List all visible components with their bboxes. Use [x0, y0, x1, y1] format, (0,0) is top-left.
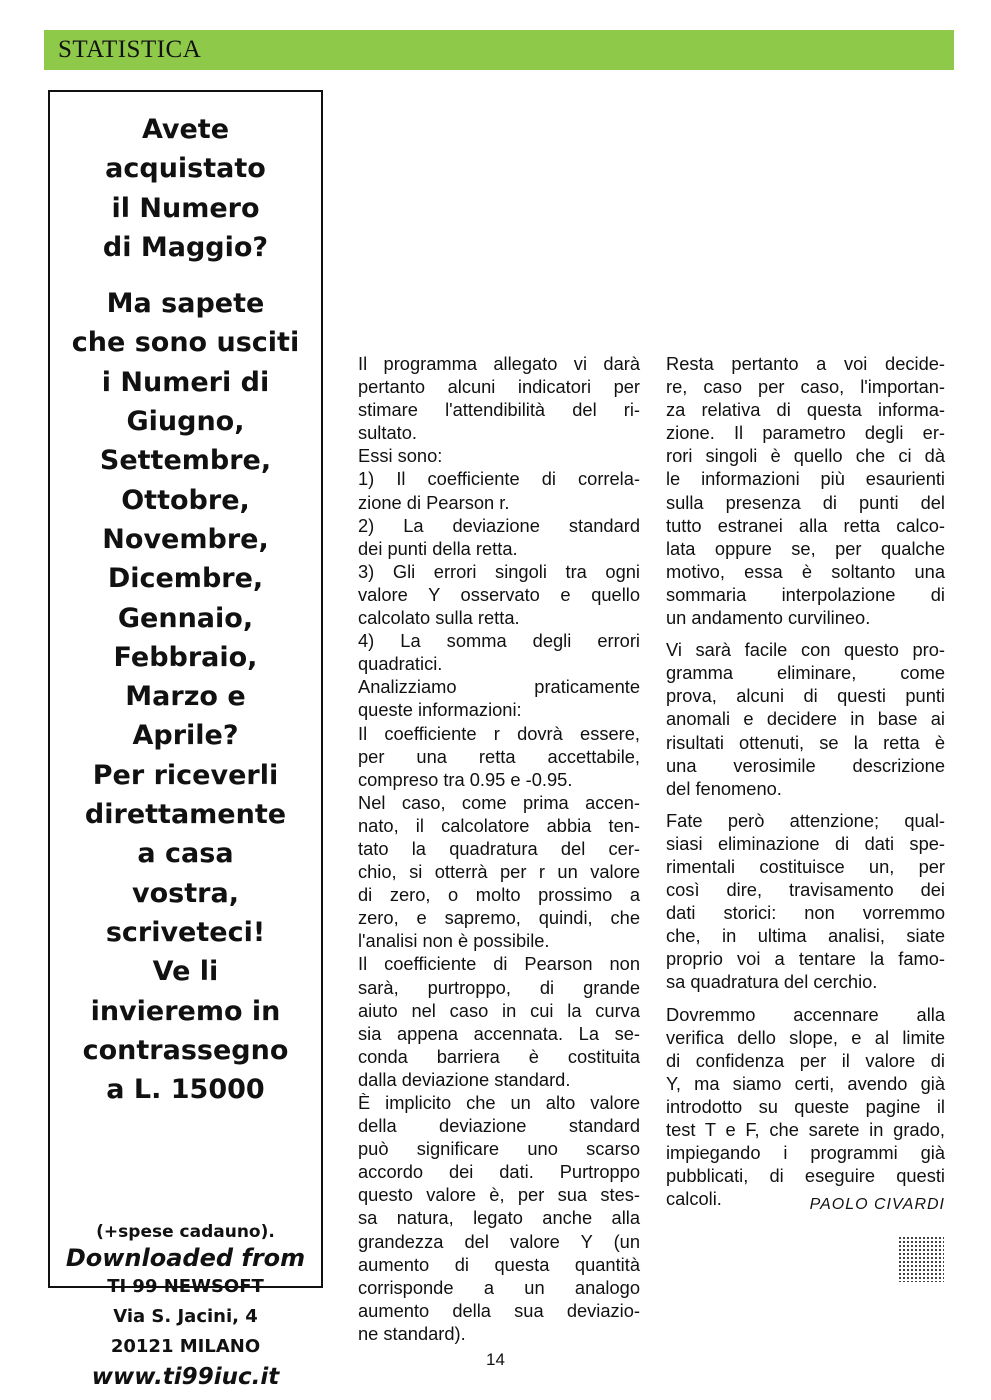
article-column-1	[358, 352, 640, 1345]
advertisement-line: Febbraio,	[113, 641, 258, 673]
text-line: za relativa di questa informa-	[666, 399, 945, 421]
text-line: rori singoli è quello che ci dà	[666, 445, 945, 467]
text-line: Il coefficiente r dovrà essere,	[358, 722, 640, 744]
address-line: TI 99 NEWSOFT	[107, 1276, 264, 1297]
advertisement-line: che sono usciti	[71, 327, 300, 359]
text-line: della deviazione standard	[358, 1115, 640, 1137]
advertisement-line: Gennaio,	[117, 602, 254, 634]
downloaded-from-label: Downloaded from	[65, 1244, 306, 1272]
end-of-article-mark	[898, 1236, 944, 1282]
text-line: sommaria interpolazione di	[666, 583, 945, 605]
article-paragraph	[358, 560, 640, 629]
text-line: Resta pertanto a voi decide-	[666, 353, 945, 374]
text-line: dei punti della retta.	[358, 537, 518, 559]
article-paragraph	[358, 444, 640, 467]
text-line: Il coefficiente di Pearson non	[358, 953, 640, 975]
text-line: di confidenza per il valore di	[666, 1049, 945, 1071]
text-line: 2) La deviazione standard	[358, 514, 640, 536]
advertisement-line: invieremo in	[90, 995, 281, 1027]
advertisement-line: direttamente	[84, 799, 287, 831]
author-signature: PAOLO CIVARDI	[809, 1196, 945, 1213]
text-line: rimentali costituisce un, per	[666, 855, 945, 877]
paragraph-gap	[666, 800, 945, 809]
text-line: re, caso per caso, l'importan-	[666, 376, 945, 398]
advertisement-line: Aprile?	[132, 720, 239, 752]
text-line: calcoli.	[666, 1188, 722, 1210]
advertisement-line: Dicembre,	[107, 563, 264, 595]
text-line: prova, alcuni di questi punti	[666, 685, 945, 707]
text-line: test T e F, che sarete in grado,	[666, 1119, 945, 1140]
advertisement-line: Novembre,	[102, 523, 269, 555]
advertisement-line: Settembre,	[99, 445, 272, 477]
text-line: Essi sono:	[358, 445, 443, 467]
text-line: del fenomeno.	[666, 777, 782, 799]
text-line: proprio voi a tentare la famo-	[666, 948, 945, 970]
text-line: impiegando i programmi già	[666, 1142, 945, 1164]
text-line: Il programma allegato vi darà	[358, 353, 640, 374]
advertisement-line: Giugno,	[126, 406, 245, 438]
article-paragraph	[358, 722, 640, 791]
text-line: che, in ultima analisi, siate	[666, 925, 945, 947]
advertisement-line: scriveteci!	[105, 916, 266, 948]
text-line: stimare l'attendibilità del ri-	[358, 399, 640, 421]
website-url: www.ti99iuc.it	[91, 1364, 280, 1390]
text-line: questo valore è, per sua stes-	[358, 1184, 640, 1206]
text-line: sia appena accennata. La se-	[358, 1022, 640, 1044]
advertisement-extra	[50, 1220, 321, 1272]
advertisement-line: i Numeri di	[101, 366, 270, 398]
advertisement-line: Per riceverli	[92, 759, 279, 791]
advertisement-line: di Maggio?	[102, 231, 269, 263]
text-line: sarà, purtroppo, di grande	[358, 976, 640, 998]
text-line: Dovremmo accennare alla	[666, 1003, 945, 1025]
text-line: di zero, o molto prossimo a	[358, 884, 640, 906]
advertisement-line: Marzo e	[125, 681, 246, 713]
advertisement-line: a L. 15000	[106, 1074, 265, 1106]
text-line: grandezza del valore Y (un	[358, 1230, 640, 1252]
article-paragraph	[666, 1003, 945, 1211]
advertisement-line: vostra,	[132, 877, 239, 909]
advertisement-price-note: (+spese cadauno).	[96, 1222, 275, 1242]
text-line: Nel caso, come prima accen-	[358, 791, 640, 813]
article-paragraph	[358, 952, 640, 1091]
text-line: pubblicati, di eseguire questi	[666, 1165, 945, 1187]
text-line: risultati ottenuti, se la retta è	[666, 731, 945, 753]
article-paragraph	[666, 809, 945, 994]
text-line: tutto estranei alla retta calco-	[666, 514, 945, 536]
advertisement-line: Avete	[141, 114, 230, 145]
text-line: Analizziamo praticamente	[358, 676, 640, 698]
text-line: l'analisi non è possibile.	[358, 930, 550, 952]
section-title: STATISTICA	[58, 36, 202, 63]
advertisement-line: Ve li	[152, 956, 219, 988]
text-line: sulla presenza di punti del	[666, 491, 945, 513]
text-line: dalla deviazione standard.	[358, 1068, 571, 1090]
text-line: introdotto su queste pagine il	[666, 1095, 945, 1117]
advertisement-line: acquistato	[105, 153, 266, 185]
text-line: sa quadratura del cerchio.	[666, 971, 878, 993]
text-line: queste informazioni:	[358, 699, 522, 721]
advertisement-line: Ottobre,	[121, 484, 250, 516]
article-paragraph	[358, 1091, 640, 1345]
address-line: 20121 MILANO	[110, 1336, 261, 1357]
text-line: aumento di questa quantità	[358, 1253, 640, 1275]
text-line: un andamento curvilineo.	[666, 607, 871, 629]
text-line: per una retta accettabile,	[358, 745, 640, 767]
text-line: valore Y osservato e quello	[358, 583, 640, 605]
text-line: 3) Gli errori singoli tra ogni	[358, 560, 640, 582]
text-line: compreso tra 0.95 e -0.95.	[358, 768, 573, 790]
article-paragraph	[666, 638, 945, 800]
article-paragraph	[666, 352, 945, 629]
article-paragraph	[358, 675, 640, 721]
text-line: verifica dello slope, e al limite	[666, 1026, 945, 1048]
text-line: aiuto nel caso in cui la curva	[358, 999, 640, 1021]
text-line: dati storici: non vorremmo	[666, 902, 945, 924]
text-line: sa natura, legato anche alla	[358, 1207, 640, 1229]
advertisement-text	[50, 110, 321, 1109]
paragraph-gap	[666, 994, 945, 1003]
text-line: lata oppure se, per qualche	[666, 537, 945, 559]
advertisement-line: contrassegno	[82, 1034, 289, 1066]
text-line: 4) La somma degli errori	[358, 630, 640, 652]
article-paragraph	[358, 791, 640, 953]
text-line: zione di Pearson r.	[358, 491, 510, 513]
text-line: Y, ma siamo certi, avendo già	[666, 1072, 945, 1094]
text-line: accordo dei dati. Purtroppo	[358, 1161, 640, 1183]
text-line: Fate però attenzione; qual-	[666, 809, 945, 831]
advertisement-line: il Numero	[111, 192, 260, 224]
advertisement-address	[50, 1272, 321, 1392]
text-line: chio, si otterrà per r un valore	[358, 861, 640, 883]
page-number: 14	[486, 1350, 505, 1369]
advertisement-line: Ma sapete	[106, 288, 265, 320]
paragraph-gap	[666, 629, 945, 638]
advertisement-box	[48, 90, 323, 1390]
article-paragraph	[358, 514, 640, 560]
text-line: anomali e decidere in base ai	[666, 708, 945, 730]
article-column-2	[666, 352, 945, 1210]
text-line: tato la quadratura del cer-	[358, 837, 640, 859]
text-line: pertanto alcuni indicatori per	[358, 376, 640, 398]
advertisement-line: a casa	[137, 838, 234, 870]
text-line: gramma eliminare, come	[666, 662, 945, 684]
article-paragraph	[358, 467, 640, 513]
text-line: È implicito che un alto valore	[358, 1092, 640, 1113]
text-line: le informazioni più esaurienti	[666, 468, 945, 490]
text-line: corrisponde a un analogo	[358, 1276, 640, 1298]
text-line: zero, e sapremo, quindi, che	[358, 907, 640, 929]
text-line: siasi eliminazione di dati spe-	[666, 832, 945, 854]
text-line: quadratici.	[358, 653, 443, 675]
text-line: ne standard).	[358, 1322, 466, 1344]
text-line: una verosimile descrizione	[666, 754, 945, 776]
section-header-bar	[44, 30, 954, 70]
text-line: può significare uno scarso	[358, 1138, 640, 1160]
text-line: sultato.	[358, 422, 417, 444]
text-line: conda barriera è costituita	[358, 1045, 640, 1067]
text-line: motivo, essa è soltanto una	[666, 560, 945, 582]
text-line: Vi sarà facile con questo pro-	[666, 639, 945, 661]
advertisement-spacer	[50, 267, 321, 284]
text-line: aumento della sua deviazio-	[358, 1299, 640, 1321]
text-line: 1) Il coefficiente di correla-	[358, 468, 640, 490]
text-line: zione. Il parametro degli er-	[666, 422, 945, 444]
address-line: Via S. Jacini, 4	[113, 1306, 258, 1327]
article-paragraph	[358, 352, 640, 444]
article-paragraph	[358, 629, 640, 675]
text-line: nato, il calcolatore abbia ten-	[358, 814, 640, 836]
text-line: così dire, travisamento dei	[666, 879, 945, 901]
text-line: calcolato sulla retta.	[358, 607, 520, 629]
